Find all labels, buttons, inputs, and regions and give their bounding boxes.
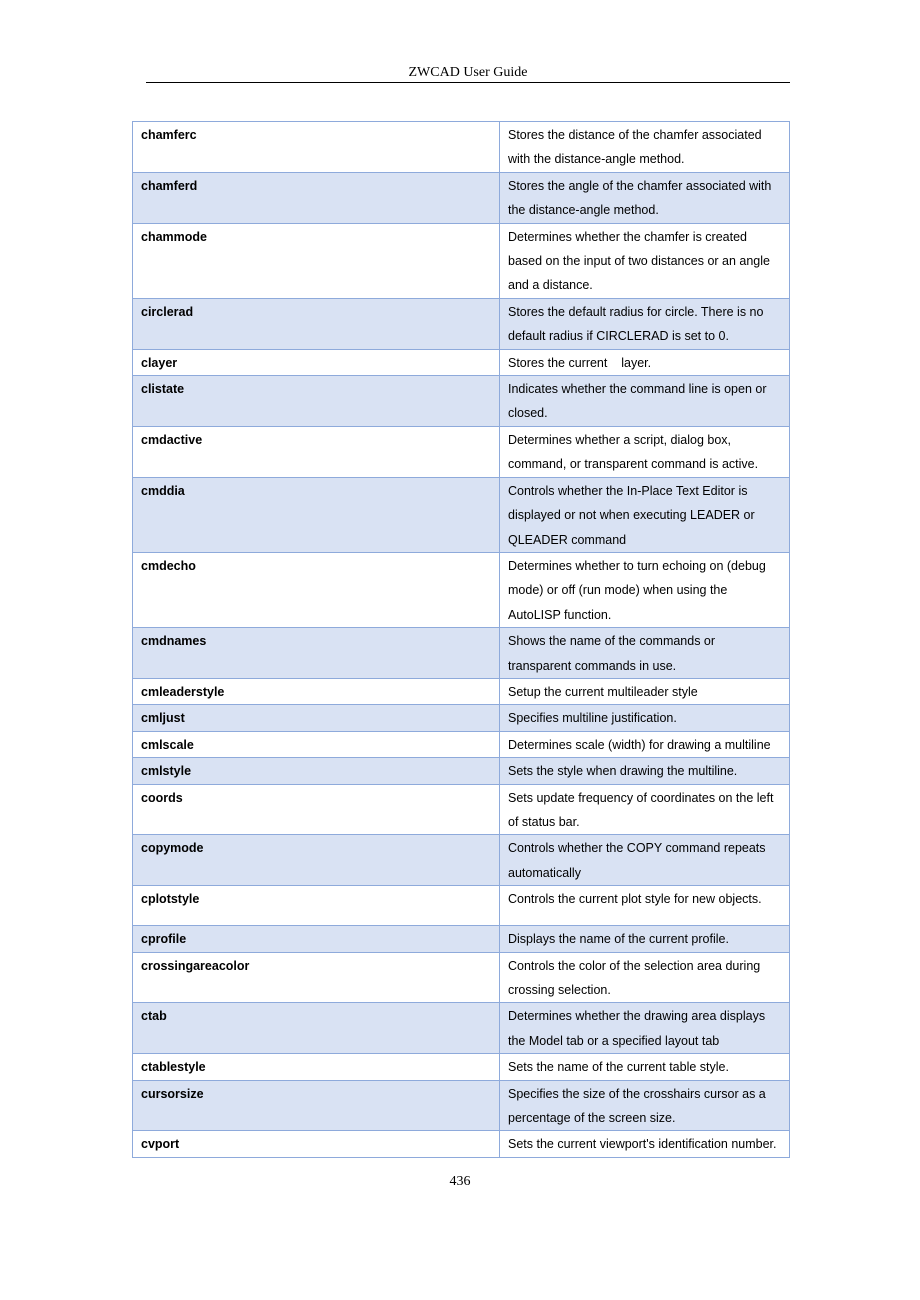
variable-name: cmleaderstyle [133, 678, 500, 704]
variable-description: Sets the name of the current table style. [500, 1054, 790, 1080]
variable-name: cmdactive [133, 426, 500, 477]
variable-name: cplotstyle [133, 886, 500, 926]
variable-description: Determines scale (width) for drawing a multiline [500, 731, 790, 757]
table-row [133, 426, 790, 477]
variable-description: Stores the distance of the chamfer associated with the distance-angle method. [500, 122, 790, 173]
variable-description: Stores the default radius for circle. There is no default radius if CIRCLERAD is set to 0. [500, 298, 790, 349]
table-row [133, 731, 790, 757]
variable-description: Specifies multiline justification. [500, 705, 790, 731]
table-row [133, 835, 790, 886]
variable-description: Controls the current plot style for new objects. [500, 886, 790, 926]
variable-description: Specifies the size of the crosshairs cursor as a percentage of the screen size. [500, 1080, 790, 1131]
table-row [133, 952, 790, 1003]
table-row [133, 349, 790, 375]
system-variables-table [132, 121, 790, 1158]
variable-description: Setup the current multileader style [500, 678, 790, 704]
variable-description: Controls the color of the selection area during crossing selection. [500, 952, 790, 1003]
table-row [133, 298, 790, 349]
table-row [133, 223, 790, 298]
variable-name: copymode [133, 835, 500, 886]
variable-description: Sets the style when drawing the multiline. [500, 758, 790, 784]
variable-name: cursorsize [133, 1080, 500, 1131]
variable-description: Sets update frequency of coordinates on the left of status bar. [500, 784, 790, 835]
table-row [133, 376, 790, 427]
table-row [133, 628, 790, 679]
variable-name: cmljust [133, 705, 500, 731]
variable-name: cmdnames [133, 628, 500, 679]
table-row [133, 1080, 790, 1131]
variable-name: ctablestyle [133, 1054, 500, 1080]
table-row [133, 1131, 790, 1157]
variable-name: coords [133, 784, 500, 835]
variable-name: clistate [133, 376, 500, 427]
variable-description: Controls whether the In-Place Text Editor is displayed or not when executing LEADER or QLEADER command [500, 477, 790, 552]
variable-name: chamferd [133, 172, 500, 223]
variable-name: chamferc [133, 122, 500, 173]
table-row [133, 172, 790, 223]
variable-description: Indicates whether the command line is open or closed. [500, 376, 790, 427]
variable-name: cmdecho [133, 552, 500, 627]
table-row [133, 784, 790, 835]
header-rule [146, 82, 790, 83]
variable-description: Shows the name of the commands or transparent commands in use. [500, 628, 790, 679]
variable-description: Displays the name of the current profile. [500, 926, 790, 952]
variable-name: cmddia [133, 477, 500, 552]
variable-description: Determines whether a script, dialog box, command, or transparent command is active. [500, 426, 790, 477]
variable-description: Sets the current viewport's identification number. [500, 1131, 790, 1157]
table-row [133, 705, 790, 731]
table-row [133, 122, 790, 173]
variable-description: Stores the current layer. [500, 349, 790, 375]
variable-name: cmlstyle [133, 758, 500, 784]
variable-description: Determines whether the drawing area displays the Model tab or a specified layout tab [500, 1003, 790, 1054]
table-row [133, 678, 790, 704]
table-row [133, 552, 790, 627]
variable-description: Stores the angle of the chamfer associated with the distance-angle method. [500, 172, 790, 223]
table-row [133, 1054, 790, 1080]
variable-name: cmlscale [133, 731, 500, 757]
variable-name: clayer [133, 349, 500, 375]
table-row [133, 758, 790, 784]
variable-description: Determines whether to turn echoing on (debug mode) or off (run mode) when using the AutoLISP function. [500, 552, 790, 627]
variable-name: cprofile [133, 926, 500, 952]
variable-description: Determines whether the chamfer is created based on the input of two distances or an angle and a distance. [500, 223, 790, 298]
variable-name: ctab [133, 1003, 500, 1054]
table-row [133, 886, 790, 926]
variable-name: chammode [133, 223, 500, 298]
table-row [133, 1003, 790, 1054]
table-row [133, 477, 790, 552]
variable-description: Controls whether the COPY command repeats automatically [500, 835, 790, 886]
variable-name: cvport [133, 1131, 500, 1157]
page-number: 436 [449, 1174, 471, 1189]
page-header-title: ZWCAD User Guide [408, 65, 528, 80]
variable-name: crossingareacolor [133, 952, 500, 1003]
table-row [133, 926, 790, 952]
variable-name: circlerad [133, 298, 500, 349]
